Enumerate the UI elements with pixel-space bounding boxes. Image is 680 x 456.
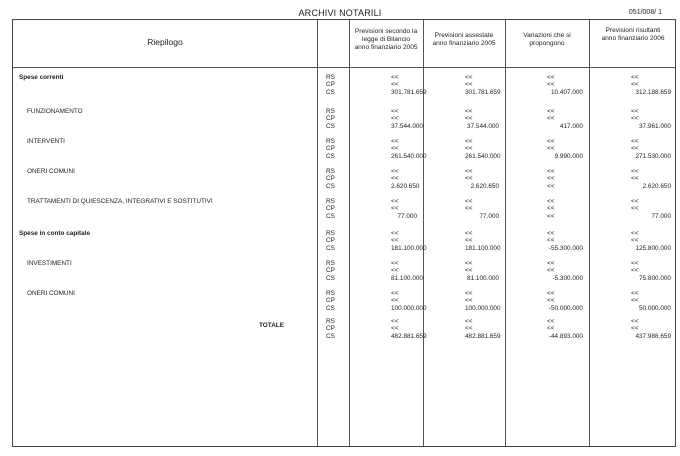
value-cell — [631, 318, 671, 340]
cp-value: << — [391, 205, 399, 213]
cs-value: 50.000.000 — [639, 304, 671, 312]
cs-value: 261.540.000 — [391, 152, 427, 160]
cs-value: 482.881.659 — [391, 332, 427, 340]
row-code: CP — [326, 145, 335, 153]
row-code: RS — [326, 260, 335, 267]
rs-value: << — [547, 138, 555, 145]
cp-value: << — [465, 81, 473, 89]
row-code: CS — [326, 122, 335, 130]
value-cell — [547, 230, 583, 252]
cp-value: << — [465, 297, 473, 305]
cp-value: << — [465, 145, 473, 153]
rs-value: << — [465, 138, 473, 145]
cs-value: 37.544.000 — [391, 122, 423, 130]
divider — [317, 20, 318, 446]
cs-value: 312.188.659 — [635, 88, 671, 96]
row-code: CP — [326, 267, 335, 275]
value-cell — [465, 198, 499, 220]
cs-value: 37.961.000 — [639, 122, 671, 130]
cp-value: << — [631, 267, 639, 275]
cs-value: 100.000.000 — [391, 304, 427, 312]
row-code: RS — [326, 318, 335, 325]
cp-value: << — [631, 81, 639, 89]
rs-value: << — [465, 260, 473, 267]
cp-value: << — [547, 145, 555, 153]
row-label: INVESTIMENTI — [27, 260, 72, 267]
cs-value: 81.100.000 — [391, 274, 423, 282]
value-cell — [547, 138, 583, 160]
row-code: CS — [326, 244, 335, 252]
rs-value: << — [631, 138, 639, 145]
cs-value: 9.990.000 — [554, 152, 583, 160]
cp-value: << — [631, 175, 639, 183]
row-code: CP — [326, 115, 335, 123]
cp-value: << — [631, 297, 639, 305]
value-cell — [631, 168, 671, 190]
rs-value: << — [631, 230, 639, 237]
column-header-variazioni — [505, 32, 589, 48]
header-line: anno finanziario 2005 — [354, 44, 418, 51]
value-cell — [391, 108, 423, 130]
row-code: CS — [326, 88, 335, 96]
cs-value: 181.100.000 — [465, 244, 501, 252]
column-header-assestate-2005 — [423, 32, 505, 48]
page-reference: 051/008/ 1 — [628, 9, 662, 16]
row-code: CP — [326, 237, 335, 245]
cp-value: << — [547, 205, 555, 213]
cs-value: 181.100.000 — [391, 244, 427, 252]
cp-value: << — [391, 267, 399, 275]
value-cell — [631, 74, 671, 96]
cp-value: << — [465, 175, 473, 183]
value-cell — [391, 168, 420, 190]
header-divider — [13, 67, 675, 68]
row-codes — [326, 260, 335, 282]
cs-value: 77.000 — [479, 212, 499, 220]
divider — [423, 20, 424, 446]
row-label: Spese correnti — [19, 74, 64, 81]
value-cell — [465, 168, 499, 190]
column-header-bilancio-2005 — [349, 28, 423, 52]
rs-value: << — [391, 260, 399, 267]
cp-value: << — [465, 325, 473, 333]
cs-value: -55.300.000 — [548, 244, 583, 252]
header-line: Previsioni secondo la — [354, 28, 418, 35]
rs-value: << — [547, 74, 555, 81]
value-cell — [631, 138, 671, 160]
row-code: CS — [326, 304, 335, 312]
value-cell — [465, 318, 499, 340]
rs-value: << — [631, 198, 639, 205]
cp-value: << — [391, 175, 399, 183]
cs-value: 417.000 — [559, 122, 583, 130]
row-code: CS — [326, 212, 335, 220]
row-code: CP — [326, 175, 335, 183]
rs-value: << — [465, 108, 473, 115]
rs-value: << — [391, 138, 399, 145]
value-cell — [391, 318, 427, 340]
cs-value: 2.620.650 — [642, 182, 671, 190]
rs-value: << — [465, 318, 473, 325]
rs-value: << — [391, 318, 399, 325]
header-line: anno finanziario 2006 — [601, 35, 665, 42]
value-cell — [631, 230, 671, 252]
divider — [349, 20, 350, 446]
rs-value: << — [631, 168, 639, 175]
row-codes — [326, 290, 335, 312]
rs-value: << — [631, 108, 639, 115]
rs-value: << — [547, 230, 555, 237]
rs-value: << — [631, 74, 639, 81]
column-header-riepilogo: Riepilogo — [147, 37, 183, 47]
value-cell — [631, 108, 671, 130]
value-cell — [465, 230, 499, 252]
row-code: RS — [326, 290, 335, 297]
value-cell — [465, 138, 499, 160]
cs-value: 437.988.659 — [635, 332, 671, 340]
row-code: RS — [326, 108, 335, 115]
row-code: RS — [326, 230, 335, 237]
header-line: propongono — [529, 40, 565, 47]
rs-value: << — [465, 290, 473, 297]
cp-value: << — [631, 115, 639, 123]
row-label: ONERI COMUNI — [27, 168, 75, 175]
rs-value: << — [547, 108, 555, 115]
cs-value: -44.893.000 — [548, 332, 583, 340]
row-code: CS — [326, 152, 335, 160]
value-cell — [631, 198, 671, 220]
value-cell — [631, 260, 671, 282]
row-label: FUNZIONAMENTO — [27, 108, 83, 115]
cs-value: 77.000 — [651, 212, 671, 220]
rs-value: << — [547, 318, 555, 325]
value-cell — [547, 74, 583, 96]
value-cell — [547, 290, 583, 312]
cs-value: -50.000.000 — [548, 304, 583, 312]
cs-value: << — [547, 212, 555, 220]
rs-value: << — [391, 230, 399, 237]
rs-value: << — [391, 168, 399, 175]
row-codes — [326, 168, 335, 190]
cs-value: 301.781.659 — [465, 88, 501, 96]
value-cell — [547, 318, 583, 340]
cp-value: << — [465, 237, 473, 245]
cp-value: << — [391, 237, 399, 245]
rs-value: << — [465, 230, 473, 237]
value-cell — [391, 138, 427, 160]
cs-value: 75.800.000 — [639, 274, 671, 282]
row-code: CP — [326, 297, 335, 305]
cp-value: << — [391, 145, 399, 153]
row-codes — [326, 108, 335, 130]
row-code: CP — [326, 205, 335, 213]
rs-value: << — [465, 74, 473, 81]
value-cell — [391, 230, 427, 252]
value-cell — [547, 198, 583, 220]
cp-value: << — [547, 81, 555, 89]
row-label: ONERI COMUNI — [27, 290, 75, 297]
cp-value: << — [547, 175, 555, 183]
value-cell — [547, 108, 583, 130]
cs-value: 2.620.650 — [391, 182, 420, 190]
column-header-risultanti-2006 — [589, 27, 677, 43]
cs-value: 125.800.000 — [635, 244, 671, 252]
cs-value: 10.407.000 — [551, 88, 583, 96]
rs-value: << — [631, 318, 639, 325]
cs-value: 301.781.659 — [391, 88, 427, 96]
cp-value: << — [547, 325, 555, 333]
value-cell — [391, 198, 417, 220]
cs-value: 81.100.000 — [467, 274, 499, 282]
cp-value: << — [465, 115, 473, 123]
value-cell — [547, 260, 583, 282]
cs-value: 2.620.650 — [470, 182, 499, 190]
cp-value: << — [631, 205, 639, 213]
row-label: INTERVENTI — [27, 138, 65, 145]
cs-value: 37.544.000 — [467, 122, 499, 130]
cp-value: << — [391, 81, 399, 89]
row-codes — [326, 74, 335, 96]
cp-value: << — [391, 325, 399, 333]
rs-value: << — [391, 290, 399, 297]
header-line: legge di Bilancio — [361, 36, 411, 43]
cs-value: -5.300.000 — [552, 274, 583, 282]
rs-value: << — [465, 168, 473, 175]
divider — [505, 20, 506, 446]
cp-value: << — [547, 115, 555, 123]
cs-value: 100.000.000 — [465, 304, 501, 312]
cp-value: << — [631, 145, 639, 153]
cs-value: 271.530.000 — [635, 152, 671, 160]
row-codes — [326, 198, 335, 220]
rs-value: << — [631, 260, 639, 267]
cp-value: << — [547, 297, 555, 305]
row-label: Spese in conto capitale — [19, 230, 91, 237]
value-cell — [631, 290, 671, 312]
cp-value: << — [465, 205, 473, 213]
total-label: TOTALE — [259, 322, 284, 329]
row-code: CS — [326, 182, 335, 190]
cp-value: << — [547, 237, 555, 245]
cp-value: << — [391, 115, 399, 123]
cp-value: << — [631, 325, 639, 333]
header-line: Previsioni assestate — [434, 32, 494, 39]
cp-value: << — [547, 267, 555, 275]
cs-value: 77.000 — [397, 212, 417, 220]
rs-value: << — [547, 198, 555, 205]
cs-value: << — [547, 182, 555, 190]
row-codes — [326, 138, 335, 160]
cp-value: << — [391, 297, 399, 305]
value-cell — [465, 290, 499, 312]
rs-value: << — [631, 290, 639, 297]
header-line: Variazioni che si — [523, 32, 571, 39]
value-cell — [391, 260, 423, 282]
value-cell — [465, 108, 499, 130]
row-code: RS — [326, 138, 335, 145]
row-label: TRATTAMENTI DI QUIESCENZA, INTEGRATIVI E SOSTITUTIVI — [27, 198, 213, 205]
value-cell — [391, 290, 427, 312]
rs-value: << — [465, 198, 473, 205]
cp-value: << — [631, 237, 639, 245]
value-cell — [547, 168, 583, 190]
row-code: RS — [326, 198, 335, 205]
rs-value: << — [547, 260, 555, 267]
row-codes — [326, 230, 335, 252]
rs-value: << — [547, 290, 555, 297]
header-line: Previsioni risultanti — [605, 27, 661, 34]
divider — [589, 20, 590, 446]
value-cell — [465, 260, 499, 282]
rs-value: << — [391, 198, 399, 205]
rs-value: << — [547, 168, 555, 175]
header-line: anno finanziario 2005 — [432, 40, 496, 47]
page-title: ARCHIVI NOTARILI — [298, 8, 382, 18]
rs-value: << — [391, 74, 399, 81]
row-code: CP — [326, 325, 335, 333]
value-cell — [465, 74, 499, 96]
value-cell — [391, 74, 427, 96]
cp-value: << — [465, 267, 473, 275]
row-code: CS — [326, 274, 335, 282]
row-code: RS — [326, 74, 335, 81]
cs-value: 261.540.000 — [465, 152, 501, 160]
row-code: RS — [326, 168, 335, 175]
row-code: CP — [326, 81, 335, 89]
row-codes — [326, 318, 335, 340]
cs-value: 482.881.659 — [465, 332, 501, 340]
budget-table — [12, 19, 676, 447]
row-code: CS — [326, 332, 335, 340]
rs-value: << — [391, 108, 399, 115]
